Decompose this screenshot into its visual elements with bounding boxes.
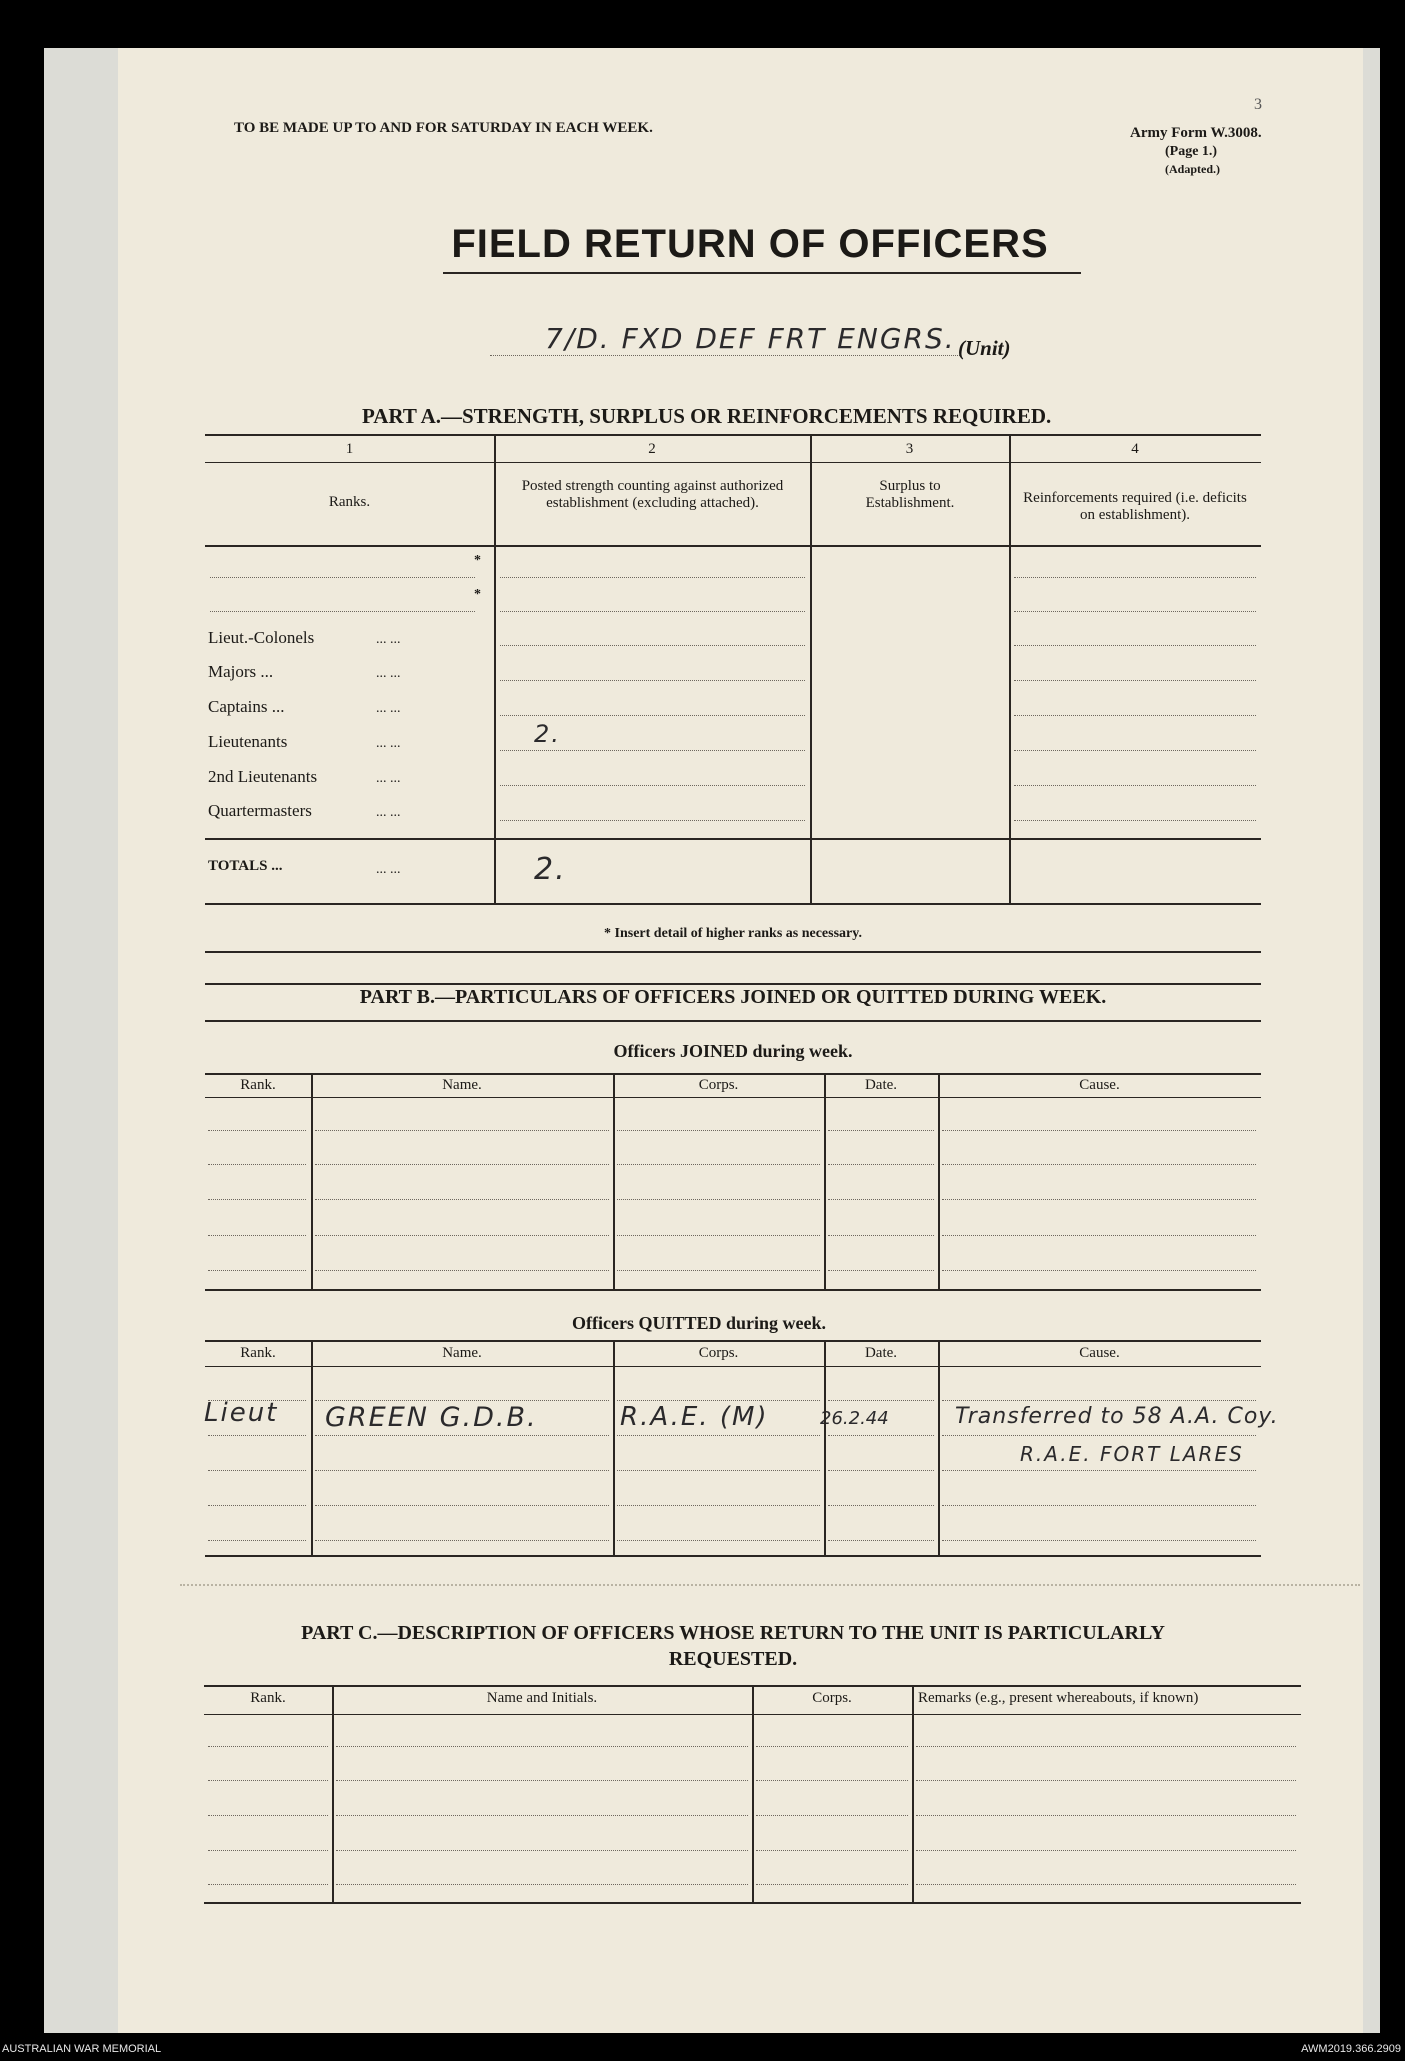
part-b-joined-dotted-line	[617, 1270, 820, 1271]
col-number-2: 2	[648, 441, 656, 457]
part-b-joined-dotted-line	[617, 1164, 820, 1165]
rank-2nd-lieutenants: 2nd Lieutenants	[208, 767, 318, 786]
part-c-dotted-line	[336, 1884, 748, 1885]
part-c-dotted-line	[916, 1815, 1296, 1816]
part-a-posted-dotted-line	[500, 680, 805, 681]
part-b-quitted-dotted-line	[208, 1435, 306, 1436]
part-b-quitted-dotted-line	[617, 1470, 820, 1471]
part-b-joined-dotted-line	[315, 1270, 609, 1271]
part-a-col-divider-1	[494, 434, 496, 903]
rank-dots: ... ...	[376, 736, 401, 751]
footer-accession: AWM2019.366.2909	[1301, 2043, 1401, 2055]
part-b-joined-dotted-line	[208, 1164, 306, 1165]
part-c-dotted-line	[336, 1746, 748, 1747]
part-b-quitted-dotted-line	[315, 1400, 609, 1401]
part-b-quitted-dotted-line	[315, 1505, 609, 1506]
part-a-col-divider-2	[810, 434, 812, 903]
part-b-joined-dotted-line	[315, 1235, 609, 1236]
posted-lieutenants-value: 2.	[534, 720, 561, 748]
form-page: (Page 1.)	[1165, 144, 1218, 159]
part-a-top-rule	[205, 434, 1261, 436]
part-b-quitted-dotted-line	[942, 1540, 1256, 1541]
part-b-quitted-dotted-line	[828, 1400, 934, 1401]
part-c-dotted-line	[756, 1780, 908, 1781]
part-c-dotted-line	[208, 1850, 328, 1851]
rank-dots: ... ...	[376, 701, 401, 716]
part-a-posted-dotted-line	[500, 715, 805, 716]
part-b-quitted-dotted-line	[828, 1435, 934, 1436]
unit-dotted-line	[490, 355, 960, 356]
part-a-reinforcements-dotted-line	[1014, 750, 1256, 751]
rank-majors: Majors ...	[208, 662, 274, 681]
rank-captains: Captains ...	[208, 697, 285, 716]
part-c-col-name: Name and Initials.	[486, 1690, 598, 1706]
quitted-entry-date: 26.2.44	[820, 1408, 889, 1429]
part-b-col-divider	[613, 1340, 615, 1555]
part-b-joined-dotted-line	[315, 1164, 609, 1165]
part-b-quitted-dotted-line	[942, 1505, 1256, 1506]
quitted-title: Officers QUITTED during week.	[572, 1313, 826, 1333]
part-b-joined-dotted-line	[208, 1199, 306, 1200]
part-b-quitted-dotted-line	[315, 1540, 609, 1541]
quitted-col-name: Name.	[442, 1345, 482, 1361]
part-a-reinforcements-dotted-line	[1014, 715, 1256, 716]
star-mark-2: *	[474, 587, 481, 602]
part-c-bottom-rule	[204, 1902, 1301, 1904]
part-b-joined-dotted-line	[828, 1270, 934, 1271]
quitted-col-rank: Rank.	[240, 1345, 276, 1361]
part-c-dotted-line	[756, 1746, 908, 1747]
part-a-reinforcements-dotted-line	[1014, 611, 1256, 612]
part-a-reinforcements-dotted-line	[1014, 820, 1256, 821]
part-b-quitted-dotted-line	[208, 1470, 306, 1471]
part-a-footnote-rule	[205, 951, 1261, 953]
totals-value: 2.	[534, 852, 567, 887]
part-b-joined-dotted-line	[315, 1199, 609, 1200]
joined-bottom-rule	[205, 1289, 1261, 1291]
part-b-joined-dotted-line	[208, 1270, 306, 1271]
part-b-joined-dotted-line	[942, 1164, 1256, 1165]
quitted-entry-cause-line1: Transferred to 58 A.A. Coy.	[955, 1404, 1279, 1429]
part-b-joined-dotted-line	[942, 1199, 1256, 1200]
quitted-header-rule	[205, 1366, 1261, 1367]
part-c-dotted-line	[756, 1850, 908, 1851]
part-c-col-remarks: Remarks (e.g., present whereabouts, if known)	[918, 1690, 1199, 1706]
part-c-dotted-line	[916, 1780, 1296, 1781]
part-a-reinforcements-dotted-line	[1014, 645, 1256, 646]
header-posted-strength: Posted strength counting against authorized establishment (excluding attached).	[521, 478, 784, 511]
part-a-reinforcements-dotted-line	[1014, 785, 1256, 786]
part-b-joined-dotted-line	[942, 1235, 1256, 1236]
part-c-dotted-line	[208, 1780, 328, 1781]
rank-lieut-colonels: Lieut.-Colonels	[208, 628, 315, 647]
part-c-dotted-line	[336, 1850, 748, 1851]
part-c-col-divider	[332, 1685, 334, 1902]
part-c-dotted-line	[916, 1746, 1296, 1747]
rank-quartermasters: Quartermasters	[208, 801, 312, 820]
part-c-col-rank: Rank.	[250, 1690, 286, 1706]
title-underline	[443, 272, 1081, 274]
quitted-top-rule	[205, 1340, 1261, 1342]
part-a-reinforcements-dotted-line	[1014, 577, 1256, 578]
part-b-col-divider	[824, 1340, 826, 1555]
part-c-dotted-line	[916, 1884, 1296, 1885]
part-a-posted-dotted-line	[500, 645, 805, 646]
part-a-header-rule	[205, 545, 1261, 547]
part-b-joined-dotted-line	[208, 1235, 306, 1236]
part-b-col-divider	[613, 1073, 615, 1289]
joined-col-cause: Cause.	[1079, 1077, 1120, 1093]
unit-label: (Unit)	[958, 336, 1011, 360]
part-b-col-divider	[311, 1340, 313, 1555]
part-b-quitted-dotted-line	[942, 1400, 1256, 1401]
part-b-quitted-dotted-line	[617, 1435, 820, 1436]
joined-title: Officers JOINED during week.	[613, 1041, 853, 1061]
rank-dots: ... ...	[376, 805, 401, 820]
footer-credit: AUSTRALIAN WAR MEMORIAL	[2, 2043, 162, 2055]
part-b-quitted-dotted-line	[315, 1435, 609, 1436]
joined-header-rule	[205, 1097, 1261, 1098]
part-b-joined-dotted-line	[617, 1199, 820, 1200]
star-row-1-line	[210, 577, 475, 578]
part-c-dotted-line	[756, 1884, 908, 1885]
col-number-3: 3	[905, 441, 914, 457]
part-b-heading-rule	[205, 1020, 1261, 1022]
part-b-quitted-dotted-line	[208, 1400, 306, 1401]
part-c-col-corps: Corps.	[812, 1690, 852, 1706]
unit-handwritten: 7/D. FXD DEF FRT ENGRS.	[545, 322, 956, 355]
form-title: FIELD RETURN OF OFFICERS	[451, 222, 1049, 266]
part-b-joined-dotted-line	[828, 1199, 934, 1200]
part-b-col-divider	[824, 1073, 826, 1289]
part-a-number-rule	[205, 462, 1261, 463]
part-a-col-divider-3	[1009, 434, 1011, 903]
part-c-dotted-line	[756, 1815, 908, 1816]
part-b-joined-dotted-line	[828, 1164, 934, 1165]
part-c-dotted-line	[916, 1850, 1296, 1851]
quitted-col-corps: Corps.	[698, 1345, 739, 1361]
totals-dots: ... ...	[376, 862, 401, 877]
part-b-joined-dotted-line	[942, 1130, 1256, 1131]
part-b-col-divider	[938, 1073, 940, 1289]
perforation-line	[180, 1584, 1360, 1586]
part-b-quitted-dotted-line	[942, 1435, 1256, 1436]
corner-mark: 3	[1254, 96, 1262, 113]
part-b-quitted-dotted-line	[828, 1505, 934, 1506]
form-adapted: (Adapted.)	[1165, 162, 1221, 176]
col-number-1: 1	[345, 441, 354, 457]
part-b-joined-dotted-line	[828, 1130, 934, 1131]
part-b-joined-dotted-line	[617, 1235, 820, 1236]
part-b-quitted-dotted-line	[617, 1400, 820, 1401]
col-number-4: 4	[1131, 441, 1139, 457]
totals-label: TOTALS ...	[208, 858, 283, 874]
part-c-col-divider	[752, 1685, 754, 1902]
header-surplus: Surplus to Establishment.	[865, 478, 955, 511]
part-b-quitted-dotted-line	[617, 1540, 820, 1541]
quitted-bottom-rule	[205, 1555, 1261, 1557]
quitted-col-date: Date.	[864, 1345, 898, 1361]
part-b-col-divider	[938, 1340, 940, 1555]
part-c-dotted-line	[336, 1815, 748, 1816]
part-b-quitted-dotted-line	[828, 1470, 934, 1471]
rank-dots: ... ...	[376, 632, 401, 647]
part-a-heading: PART A.—STRENGTH, SURPLUS OR REINFORCEMENTS REQUIRED.	[362, 404, 1052, 428]
header-reinforcements: Reinforcements required (i.e. deficits on establishment).	[1023, 490, 1247, 523]
part-a-bottom-rule	[205, 903, 1261, 905]
joined-col-date: Date.	[864, 1077, 898, 1093]
part-c-dotted-line	[208, 1884, 328, 1885]
form-number: Army Form W.3008.	[1130, 125, 1262, 141]
quitted-entry-rank: Lieut	[204, 1398, 279, 1428]
star-mark-1: *	[474, 553, 481, 568]
joined-top-rule	[205, 1073, 1261, 1075]
header-ranks: Ranks.	[328, 494, 371, 510]
part-b-quitted-dotted-line	[208, 1540, 306, 1541]
part-c-heading-line2: REQUESTED.	[668, 1648, 798, 1670]
part-a-posted-dotted-line	[500, 611, 805, 612]
quitted-col-cause: Cause.	[1079, 1345, 1120, 1361]
joined-col-corps: Corps.	[698, 1077, 739, 1093]
part-b-joined-dotted-line	[942, 1270, 1256, 1271]
rank-lieutenants: Lieutenants	[208, 732, 288, 751]
header-instruction: TO BE MADE UP TO AND FOR SATURDAY IN EACH WEEK.	[234, 120, 653, 136]
part-a-posted-dotted-line	[500, 820, 805, 821]
part-a-totals-rule	[205, 838, 1261, 840]
joined-col-name: Name.	[442, 1077, 482, 1093]
part-a-reinforcements-dotted-line	[1014, 680, 1256, 681]
part-b-quitted-dotted-line	[315, 1470, 609, 1471]
star-row-2-line	[210, 611, 475, 612]
part-b-top-rule	[205, 983, 1261, 985]
footer-bar	[0, 2037, 1405, 2061]
part-a-posted-dotted-line	[500, 750, 805, 751]
part-c-col-divider	[912, 1685, 914, 1902]
part-a-footnote: * Insert detail of higher ranks as necessary.	[604, 926, 862, 941]
quitted-entry-cause-line2: R.A.E. FORT LARES	[1020, 1442, 1244, 1466]
part-a-posted-dotted-line	[500, 785, 805, 786]
part-c-dotted-line	[336, 1780, 748, 1781]
part-c-dotted-line	[208, 1815, 328, 1816]
quitted-entry-corps: R.A.E. (M)	[620, 1402, 769, 1432]
part-b-joined-dotted-line	[828, 1235, 934, 1236]
part-c-dotted-line	[208, 1746, 328, 1747]
part-b-col-divider	[311, 1073, 313, 1289]
part-b-heading: PART B.—PARTICULARS OF OFFICERS JOINED OR QUITTED DURING WEEK.	[359, 986, 1107, 1008]
part-b-joined-dotted-line	[208, 1130, 306, 1131]
part-b-quitted-dotted-line	[942, 1470, 1256, 1471]
rank-dots: ... ...	[376, 771, 401, 786]
part-b-quitted-dotted-line	[617, 1505, 820, 1506]
part-b-joined-dotted-line	[315, 1130, 609, 1131]
joined-col-rank: Rank.	[240, 1077, 276, 1093]
part-c-heading-line1: PART C.—DESCRIPTION OF OFFICERS WHOSE RETURN TO THE UNIT IS PARTICULARLY	[301, 1622, 1165, 1644]
rank-dots: ... ...	[376, 666, 401, 681]
quitted-entry-name: GREEN G.D.B.	[325, 1402, 538, 1433]
part-a-posted-dotted-line	[500, 577, 805, 578]
part-b-quitted-dotted-line	[828, 1540, 934, 1541]
part-b-joined-dotted-line	[617, 1130, 820, 1131]
part-b-quitted-dotted-line	[208, 1505, 306, 1506]
